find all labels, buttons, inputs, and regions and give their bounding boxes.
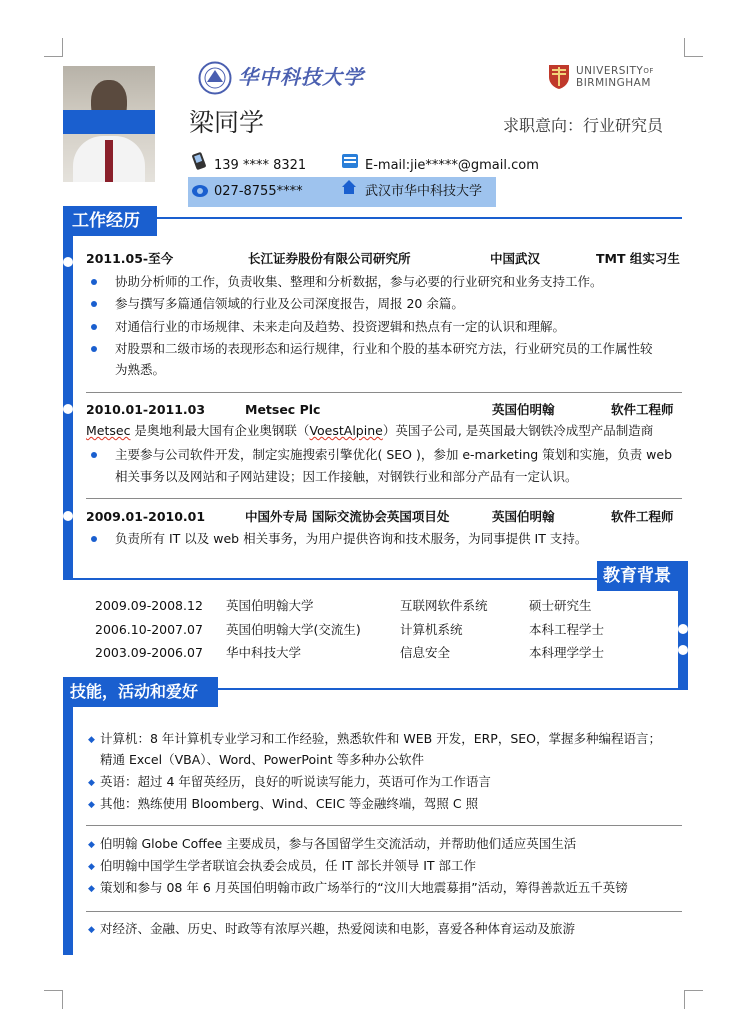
edu2-school: 英国伯明翰大学(交流生) — [226, 622, 361, 637]
university-crest-icon — [198, 61, 232, 95]
job1-org: 长江证券股份有限公司研究所 — [248, 251, 411, 266]
job2-intro — [86, 423, 653, 439]
skills-left-rail — [63, 707, 73, 955]
education-section-title: 教育背景 — [603, 566, 671, 586]
edu3-major: 信息安全 — [400, 645, 451, 660]
job2-intro-c: VoestAlpine — [309, 423, 383, 438]
telephone-icon — [191, 182, 209, 202]
rail-dot — [678, 624, 688, 634]
telephone-number: 027-8755**** — [214, 184, 303, 199]
crop-mark-bottom-left — [44, 990, 63, 1009]
edu2-degree: 本科工程学士 — [529, 622, 605, 637]
job2-org: Metsec Plc — [245, 402, 321, 417]
diamond-bullet: ◆ — [88, 862, 95, 872]
bullet-dot — [91, 536, 97, 542]
edu3-degree: 本科理学学士 — [529, 645, 605, 660]
education-section-line — [73, 578, 597, 580]
edu1-major: 互联网软件系统 — [400, 598, 488, 613]
bullet-dot — [91, 324, 97, 330]
job1-bullet-4: 对股票和二级市场的表现形态和运行规律，行业和个股的基本研究方法，行业研究员的工作属性较 — [115, 341, 653, 356]
right-rail — [678, 580, 688, 690]
diamond-bullet: ◆ — [88, 800, 95, 810]
skill-computer-cont: 精通 Excel（VBA）、Word、PowerPoint 等多种办公软件 — [100, 752, 424, 767]
divider — [86, 911, 682, 912]
work-section-line — [157, 217, 682, 219]
rail-dot — [63, 511, 73, 521]
edu3-school: 华中科技大学 — [226, 645, 302, 660]
job2-date: 2010.01-2011.03 — [86, 402, 206, 417]
diamond-bullet: ◆ — [88, 735, 95, 745]
edu1-school: 英国伯明翰大学 — [226, 598, 314, 613]
photo-tie — [105, 140, 113, 182]
bullet-dot — [91, 279, 97, 285]
rail-dot — [678, 645, 688, 655]
skill-english: 英语：超过 4 年留英经历，良好的听说读写能力，英语可作为工作语言 — [100, 774, 491, 789]
bullet-dot — [91, 346, 97, 352]
job2-place: 英国伯明翰 — [492, 402, 555, 417]
job2-role: 软件工程师 — [611, 402, 674, 417]
divider — [86, 392, 682, 393]
skill-computer: 计算机：8 年计算机专业学习和工作经验，熟悉软件和 WEB 开发，ERP，SEO，掌握多种编程语言； — [100, 731, 662, 746]
job3-role: 软件工程师 — [611, 509, 674, 524]
job-objective: 求职意向：行业研究员 — [503, 116, 664, 135]
diamond-bullet: ◆ — [88, 778, 95, 788]
job3-place: 英国伯明翰 — [492, 509, 555, 524]
job2-bullet-1: 主要参与公司软件开发，制定实施搜索引擎优化( SEO )，参加 e-marketing 策划和实施，负责 web — [115, 447, 673, 462]
edu1-date: 2009.09-2008.12 — [95, 598, 203, 613]
phone-icon — [191, 152, 207, 174]
phone-number: 139 **** 8321 — [214, 158, 307, 173]
edu2-date: 2006.10-2007.07 — [95, 622, 203, 637]
uob-crest-icon — [548, 64, 570, 90]
job2-intro-a: Metsec — [86, 423, 131, 438]
rail-dot — [63, 404, 73, 414]
diamond-bullet: ◆ — [88, 884, 95, 894]
divider — [86, 498, 682, 499]
job2-intro-b: 是奥地利最大国有企业奥钢联（ — [130, 423, 310, 438]
rail-dot — [63, 257, 73, 267]
job1-date: 2011.05-至今 — [86, 251, 174, 266]
divider — [86, 825, 682, 826]
diamond-bullet: ◆ — [88, 840, 95, 850]
crop-mark-top-right — [684, 38, 703, 57]
job2-bullet-1-cont: 相关事务以及网站和子网站建设；因工作接触，对钢铁行业和部分产品有一定认识。 — [115, 469, 578, 484]
job1-bullet-1: 协助分析师的工作，负责收集、整理和分析数据，参与必要的行业研究和业务支持工作。 — [115, 274, 603, 289]
job1-bullet-2: 参与撰写多篇通信领域的行业及公司深度报告，周报 20 余篇。 — [115, 296, 464, 311]
skills-section-title: 技能，活动和爱好 — [70, 682, 199, 701]
uob-of: OF — [643, 67, 654, 75]
photo-blue-bar — [63, 110, 155, 134]
email-icon — [341, 153, 359, 173]
job1-place: 中国武汉 — [490, 251, 541, 266]
job1-bullet-3: 对通信行业的市场规律、未来走向及趋势、投资逻辑和热点有一定的认识和理解。 — [115, 319, 566, 334]
edu2-major: 计算机系统 — [400, 622, 463, 637]
uob-university: UNIVERSITY — [576, 65, 644, 77]
diamond-bullet: ◆ — [88, 925, 95, 935]
bullet-dot — [91, 301, 97, 307]
bullet-dot — [91, 452, 97, 458]
job3-date: 2009.01-2010.01 — [86, 509, 206, 524]
work-section-title: 工作经历 — [72, 211, 140, 231]
skill-other: 其他：熟练使用 Bloomberg、Wind、CEIC 等金融终端，驾照 C 照 — [100, 796, 479, 811]
candidate-name: 梁同学 — [189, 108, 265, 137]
crop-mark-top-left — [44, 38, 63, 57]
activity-1: 伯明翰 Globe Coffee 主要成员，参与各国留学生交流活动，并帮助他们适应英国生活 — [100, 836, 577, 851]
edu3-date: 2003.09-2006.07 — [95, 645, 203, 660]
job1-role: TMT 组实习生 — [596, 251, 680, 266]
job2-intro-d: ）英国子公司, 是英国最大钢铁冷成型产品制造商 — [382, 423, 654, 438]
skills-section-line — [218, 688, 688, 690]
job3-bullet-1: 负责所有 IT 以及 web 相关事务，为用户提供咨询和技术服务，为同事提供 IT 支持。 — [115, 531, 588, 546]
activity-3: 策划和参与 08 年 6 月英国伯明翰市政广场举行的“汶川大地震募捐”活动，筹得善款近五千英镑 — [100, 880, 628, 895]
uob-text-line1 — [576, 65, 654, 77]
edu1-degree: 硕士研究生 — [529, 598, 592, 613]
email-address: E-mail:jie*****@gmail.com — [365, 158, 539, 173]
crop-mark-bottom-right — [684, 990, 703, 1009]
uob-text-line2: BIRMINGHAM — [576, 77, 651, 89]
home-icon — [341, 179, 357, 199]
hobbies: 对经济、金融、历史、时政等有浓厚兴趣，热爱阅读和电影，喜爱各种体育运动及旅游 — [100, 921, 576, 936]
university-name-cn: 华中科技大学 — [238, 65, 364, 89]
job1-bullet-4-cont: 为熟悉。 — [115, 362, 166, 377]
activity-2: 伯明翰中国学生学者联谊会执委会成员，任 IT 部长并领导 IT 部工作 — [100, 858, 477, 873]
job3-org: 中国外专局 国际交流协会英国项目处 — [245, 509, 450, 524]
address: 武汉市华中科技大学 — [365, 184, 483, 199]
